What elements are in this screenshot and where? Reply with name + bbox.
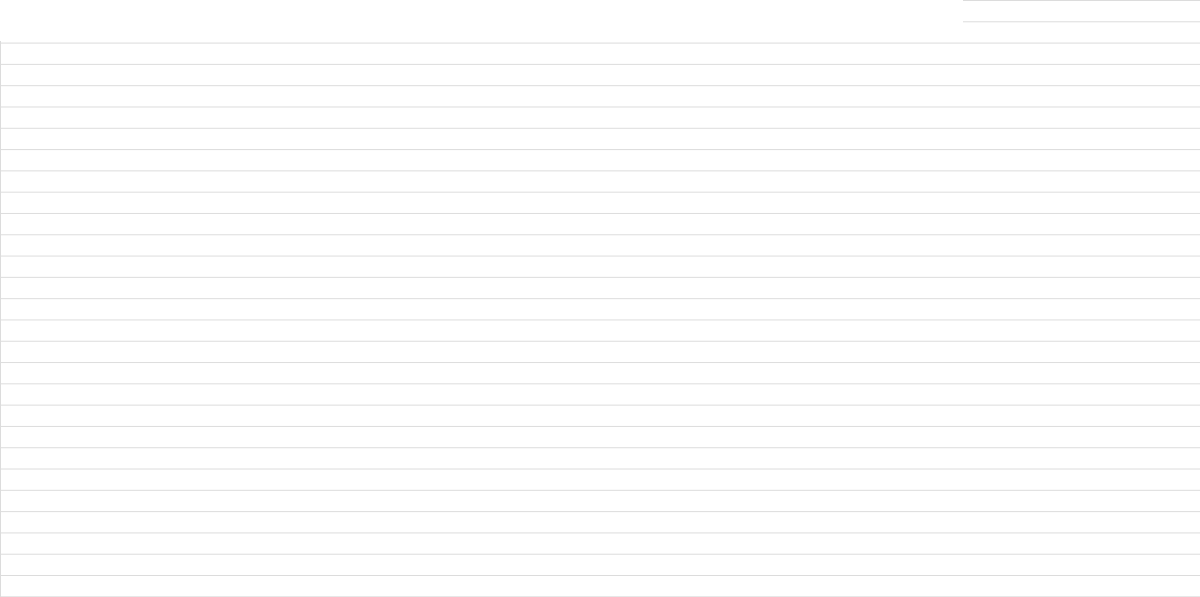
conclusion-text <box>2 410 962 466</box>
page-title <box>0 0 963 41</box>
